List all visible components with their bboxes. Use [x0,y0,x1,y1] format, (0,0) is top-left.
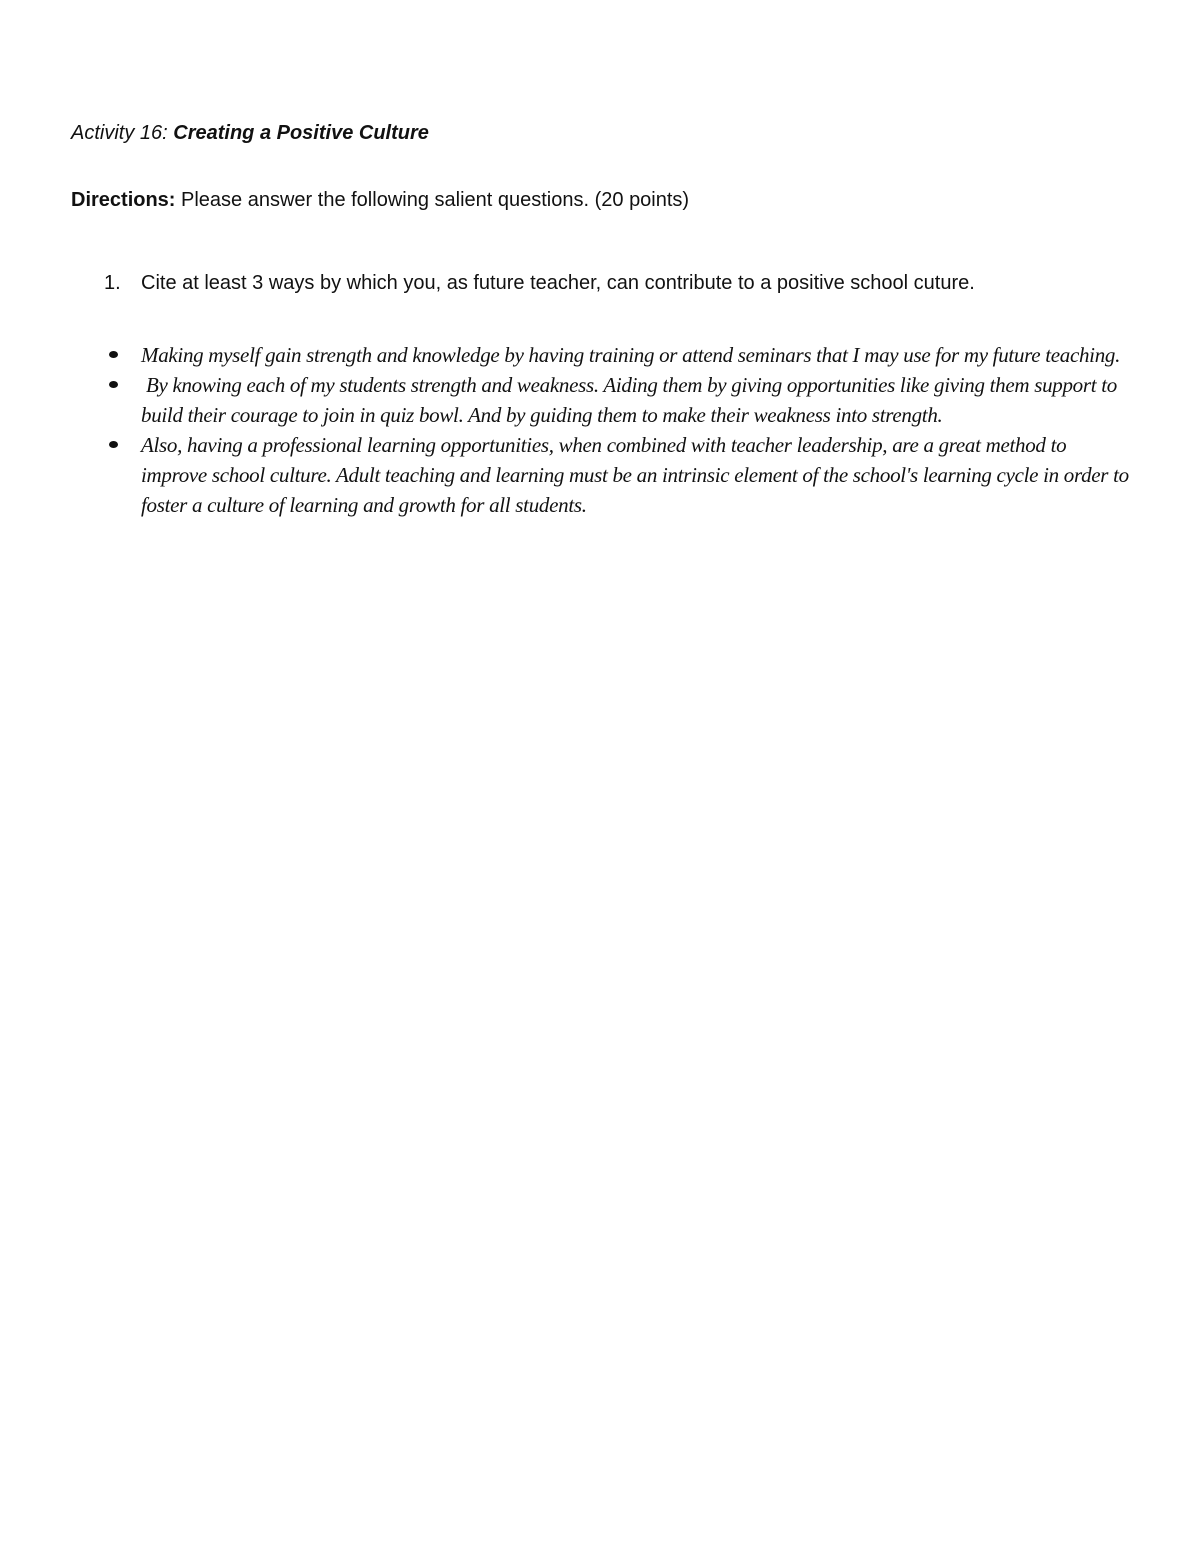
activity-number-label: Activity 16: [71,122,174,144]
question-item [104,270,975,296]
bullet-icon [109,351,118,358]
answer-list-item [105,430,1135,520]
answer-list-item [105,340,1135,370]
answer-list-item [105,370,1135,430]
bullet-icon [109,441,118,448]
question-number: 1. [104,272,121,294]
answer-text: Also, having a professional learning opportunities, when combined with teacher leadership, are a great method to improve school culture. Adult teaching and learning must be an intrinsic element of the school's learning cycle in order to foster a culture of learning and growth for all students. [141,433,1129,517]
answer-list [105,340,1135,520]
activity-heading [71,120,429,146]
answer-text: Making myself gain strength and knowledge by having training or attend seminars that I may use for my future teaching. [141,343,1121,367]
directions-paragraph [71,187,689,213]
answer-text: By knowing each of my students strength and weakness. Aiding them by giving opportunities like giving them support to build their courage to join in quiz bowl. And by guiding them to make their weakness into strength. [141,373,1122,427]
directions-label: Directions: [71,189,176,211]
bullet-icon [109,381,118,388]
directions-text: Please answer the following salient questions. (20 points) [175,189,690,211]
activity-title: Creating a Positive Culture [173,122,429,144]
question-text: Cite at least 3 ways by which you, as future teacher, can contribute to a positive school cuture. [141,272,975,294]
